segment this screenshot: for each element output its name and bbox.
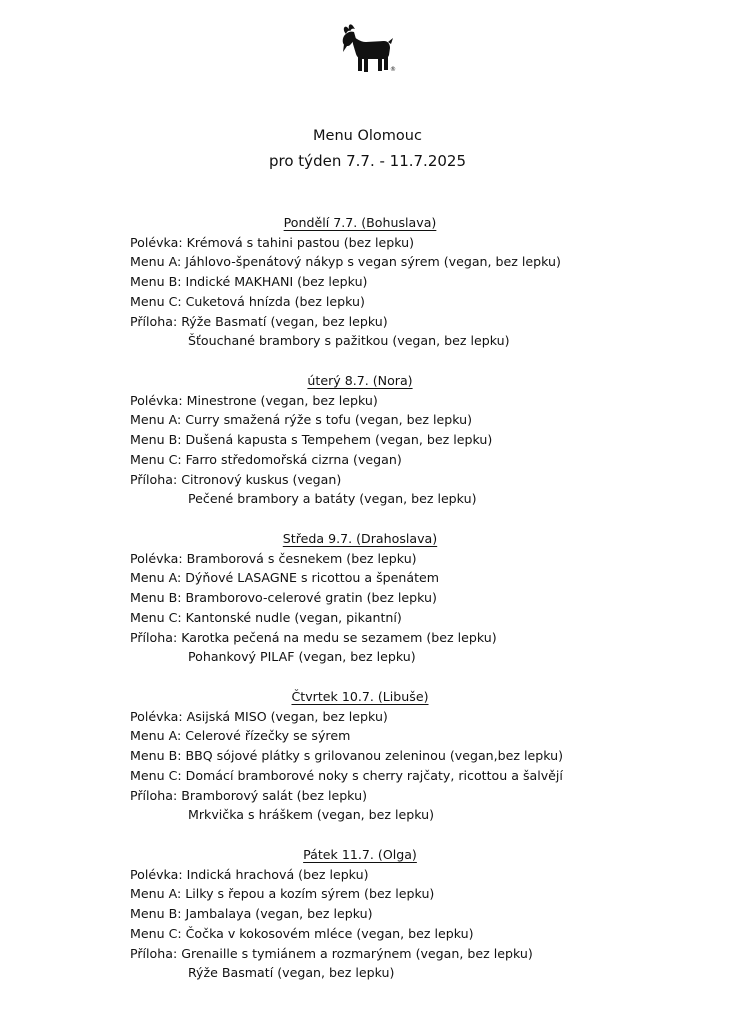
menu-row: [130, 588, 730, 608]
menu-row: [130, 450, 730, 470]
row-label: Příloha:: [130, 471, 178, 487]
goat-icon: [340, 22, 396, 78]
row-text: Cuketová hnízda (bez lepku): [185, 293, 365, 309]
menu-row: [130, 312, 730, 332]
menu-row: [130, 470, 730, 490]
row-label: Polévka:: [130, 866, 183, 882]
row-text: Indická hrachová (bez lepku): [186, 866, 369, 882]
row-text: Krémová s tahini pastou (bez lepku): [186, 234, 415, 250]
row-label: Menu B:: [130, 748, 182, 764]
menu-row: [130, 549, 730, 569]
row-text: Jáhlovo-špenátový nákyp s vegan sýrem (vegan, bez lepku): [185, 254, 561, 270]
row-label: Polévka:: [130, 234, 183, 250]
menu-row: [130, 904, 730, 924]
row-text: Karotka pečená na medu se sezamem (bez lepku): [181, 629, 497, 645]
row-text: Minestrone (vegan, bez lepku): [186, 392, 378, 408]
menu-row: [130, 252, 730, 272]
row-label: Polévka:: [130, 392, 183, 408]
menu-row: [130, 430, 730, 450]
row-label: Menu A:: [130, 412, 182, 428]
day-section-thursday: [130, 687, 730, 825]
day-section-monday: [130, 213, 730, 351]
menu-row-continuation: [130, 963, 730, 983]
day-title: Čtvrtek 10.7. (Libuše): [291, 689, 429, 704]
day-section-tuesday: [130, 371, 730, 509]
menu-row: [130, 944, 730, 964]
row-text: Lilky s řepou a kozím sýrem (bez lepku): [185, 886, 435, 902]
row-text: Šťouchané brambory s pažitkou (vegan, bez lepku): [188, 333, 510, 349]
menu-row: [130, 608, 730, 628]
menu-row: [130, 272, 730, 292]
day-section-wednesday: [130, 529, 730, 667]
menu-row: [130, 726, 730, 746]
menu-row: [130, 628, 730, 648]
day-title: úterý 8.7. (Nora): [307, 373, 413, 388]
row-label: Menu C:: [130, 609, 182, 625]
menu-row: [130, 410, 730, 430]
row-text: Jambalaya (vegan, bez lepku): [185, 906, 373, 922]
row-text: Indické MAKHANI (bez lepku): [185, 274, 368, 290]
row-text: Citronový kuskus (vegan): [181, 471, 342, 487]
row-label: Menu A:: [130, 570, 182, 586]
row-label: Menu C:: [130, 767, 182, 783]
day-title: Pátek 11.7. (Olga): [303, 847, 417, 862]
row-text: Pečené brambory a batáty (vegan, bez lepku): [188, 491, 477, 507]
row-label: Menu C:: [130, 293, 182, 309]
row-text: Bramborová s česnekem (bez lepku): [186, 550, 417, 566]
row-text: Dušená kapusta s Tempehem (vegan, bez lepku): [185, 432, 493, 448]
row-label: Menu B:: [130, 274, 182, 290]
menu-row-continuation: [130, 489, 730, 509]
menu-row-continuation: [130, 805, 730, 825]
row-label: Příloha:: [130, 945, 178, 961]
row-text: Farro středomořská cizrna (vegan): [185, 451, 402, 467]
menu-row: [130, 746, 730, 766]
row-text: Bramborovo-celerové gratin (bez lepku): [185, 590, 437, 606]
row-label: Polévka:: [130, 550, 183, 566]
week-range: pro týden 7.7. - 11.7.2025: [269, 152, 466, 170]
row-text: BBQ sójové plátky s grilovanou zeleninou (vegan,bez lepku): [185, 748, 564, 764]
row-text: Kantonské nudle (vegan, pikantní): [185, 609, 402, 625]
row-text: Curry smažená rýže s tofu (vegan, bez lepku): [185, 412, 473, 428]
row-text: Čočka v kokosovém mléce (vegan, bez lepku): [185, 925, 474, 941]
day-title: Středa 9.7. (Drahoslava): [282, 531, 438, 546]
menu-row: [130, 865, 730, 885]
row-label: Menu A:: [130, 254, 182, 270]
day-title: Pondělí 7.7. (Bohuslava): [283, 215, 437, 230]
page-title: Menu Olomouc: [313, 128, 422, 144]
menu-row: [130, 233, 730, 253]
menu-row: [130, 924, 730, 944]
row-text: Domácí bramborové noky s cherry rajčaty, ricottou a šalvějí: [185, 767, 563, 783]
row-label: Příloha:: [130, 629, 178, 645]
menu-row-continuation: [130, 647, 730, 667]
row-label: Příloha:: [130, 313, 178, 329]
menu-row: [130, 568, 730, 588]
row-label: Polévka:: [130, 708, 183, 724]
row-label: Menu A:: [130, 728, 182, 744]
row-text: Celerové řízečky se sýrem: [185, 728, 351, 744]
row-text: Pohankový PILAF (vegan, bez lepku): [188, 649, 416, 665]
goat-logo: [340, 22, 396, 78]
menu-row: [130, 391, 730, 411]
menu-row: [130, 707, 730, 727]
row-label: Menu C:: [130, 925, 182, 941]
menu-row: [130, 766, 730, 786]
row-label: Menu B:: [130, 432, 182, 448]
menu-row: [130, 292, 730, 312]
row-text: Rýže Basmatí (vegan, bez lepku): [188, 965, 395, 981]
row-label: Menu B:: [130, 906, 182, 922]
registered-mark: ®: [390, 66, 396, 73]
row-label: Menu A:: [130, 886, 182, 902]
row-text: Asijská MISO (vegan, bez lepku): [186, 708, 388, 724]
row-text: Dýňové LASAGNE s ricottou a špenátem: [185, 570, 440, 586]
day-section-friday: [130, 845, 730, 983]
menu-row-continuation: [130, 331, 730, 351]
row-label: Menu C:: [130, 451, 182, 467]
row-text: Bramborový salát (bez lepku): [181, 787, 367, 803]
menu-row: [130, 786, 730, 806]
row-text: Rýže Basmatí (vegan, bez lepku): [181, 313, 388, 329]
row-label: Příloha:: [130, 787, 178, 803]
row-text: Grenaille s tymiánem a rozmarýnem (vegan, bez lepku): [181, 945, 533, 961]
menu-row: [130, 884, 730, 904]
row-label: Menu B:: [130, 590, 182, 606]
row-text: Mrkvička s hráškem (vegan, bez lepku): [188, 807, 435, 823]
